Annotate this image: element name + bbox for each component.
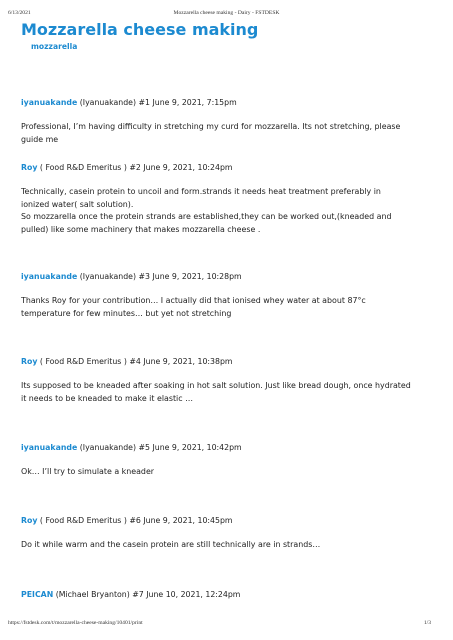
post-username[interactable]: Roy — [21, 163, 38, 172]
post-meta-text: (Iyanuakande) #5 June 9, 2021, 10:42pm — [77, 443, 242, 452]
print-date: 6/13/2021 — [8, 10, 31, 16]
post-meta — [21, 515, 411, 526]
post-body — [21, 380, 411, 405]
post — [21, 356, 411, 405]
post-meta-text: ( Food R&D Emeritus ) #2 June 9, 2021, 10:24pm — [37, 163, 233, 172]
post-body — [21, 295, 411, 320]
post-paragraph: Its supposed to be kneaded after soaking in hot salt solution. Just like bread dough, once hydrated it needs to be kneaded to make it elastic … — [21, 381, 411, 403]
print-url: https://fstdesk.com/t/mozzarella-cheese-making/10401/print — [8, 620, 143, 626]
post — [21, 162, 411, 236]
post-body — [21, 186, 411, 236]
post-username[interactable]: iyanuakande — [21, 443, 78, 452]
topic-title: Mozzarella cheese making — [21, 20, 259, 39]
post-meta-text: ( Food R&D Emeritus ) #4 June 9, 2021, 10:38pm — [37, 357, 233, 366]
post-meta — [21, 442, 411, 453]
category-link[interactable]: mozzarella — [31, 42, 78, 51]
post-meta-text: (Iyanuakande) #1 June 9, 2021, 7:15pm — [77, 98, 237, 107]
post-paragraph: Thanks Roy for your contribution… I actually did that ionised whey water at about 87°c temperature for few minutes… but yet not stretching — [21, 296, 366, 318]
post-username[interactable]: iyanuakande — [21, 98, 78, 107]
print-header — [8, 10, 445, 20]
post-meta — [21, 356, 411, 367]
post-paragraph: So mozzarella once the protein strands are established,they can be worked out,(kneaded and pulled) like some machinery that makes mozzarella cheese . — [21, 212, 392, 234]
post-paragraph: Technically, casein protein to uncoil and form.strands it needs heat treatment preferably in ionized water( salt solution). — [21, 187, 381, 209]
print-footer — [8, 620, 431, 630]
post-paragraph: Professional, I’m having difficulty in stretching my curd for mozzarella. Its not stretching, please guide me — [21, 122, 401, 144]
post-username[interactable]: Roy — [21, 516, 38, 525]
post-meta — [21, 589, 411, 600]
post — [21, 97, 411, 146]
post-username[interactable]: iyanuakande — [21, 272, 78, 281]
post-meta-text: (Michael Bryanton) #7 June 10, 2021, 12:24pm — [53, 590, 241, 599]
post — [21, 442, 411, 479]
post-body — [21, 466, 411, 479]
post-meta — [21, 162, 411, 173]
post-paragraph: Ok… I’ll try to simulate a kneader — [21, 467, 155, 476]
post-username[interactable]: PEICAN — [21, 590, 54, 599]
post-paragraph: Do it while warm and the casein protein are still technically are in strands… — [21, 540, 321, 549]
print-page-title: Mozzarella cheese making - Dairy - FSTDESK — [173, 10, 280, 16]
post — [21, 515, 411, 552]
post — [21, 271, 411, 320]
post-meta — [21, 97, 411, 108]
post-username[interactable]: Roy — [21, 357, 38, 366]
print-page-number: 1/3 — [423, 620, 431, 626]
post-body — [21, 121, 411, 146]
post-meta-text: (Iyanuakande) #3 June 9, 2021, 10:28pm — [77, 272, 242, 281]
post-meta-text: ( Food R&D Emeritus ) #6 June 9, 2021, 10:45pm — [37, 516, 233, 525]
post-body — [21, 539, 411, 552]
post-meta — [21, 271, 411, 282]
post — [21, 589, 411, 600]
